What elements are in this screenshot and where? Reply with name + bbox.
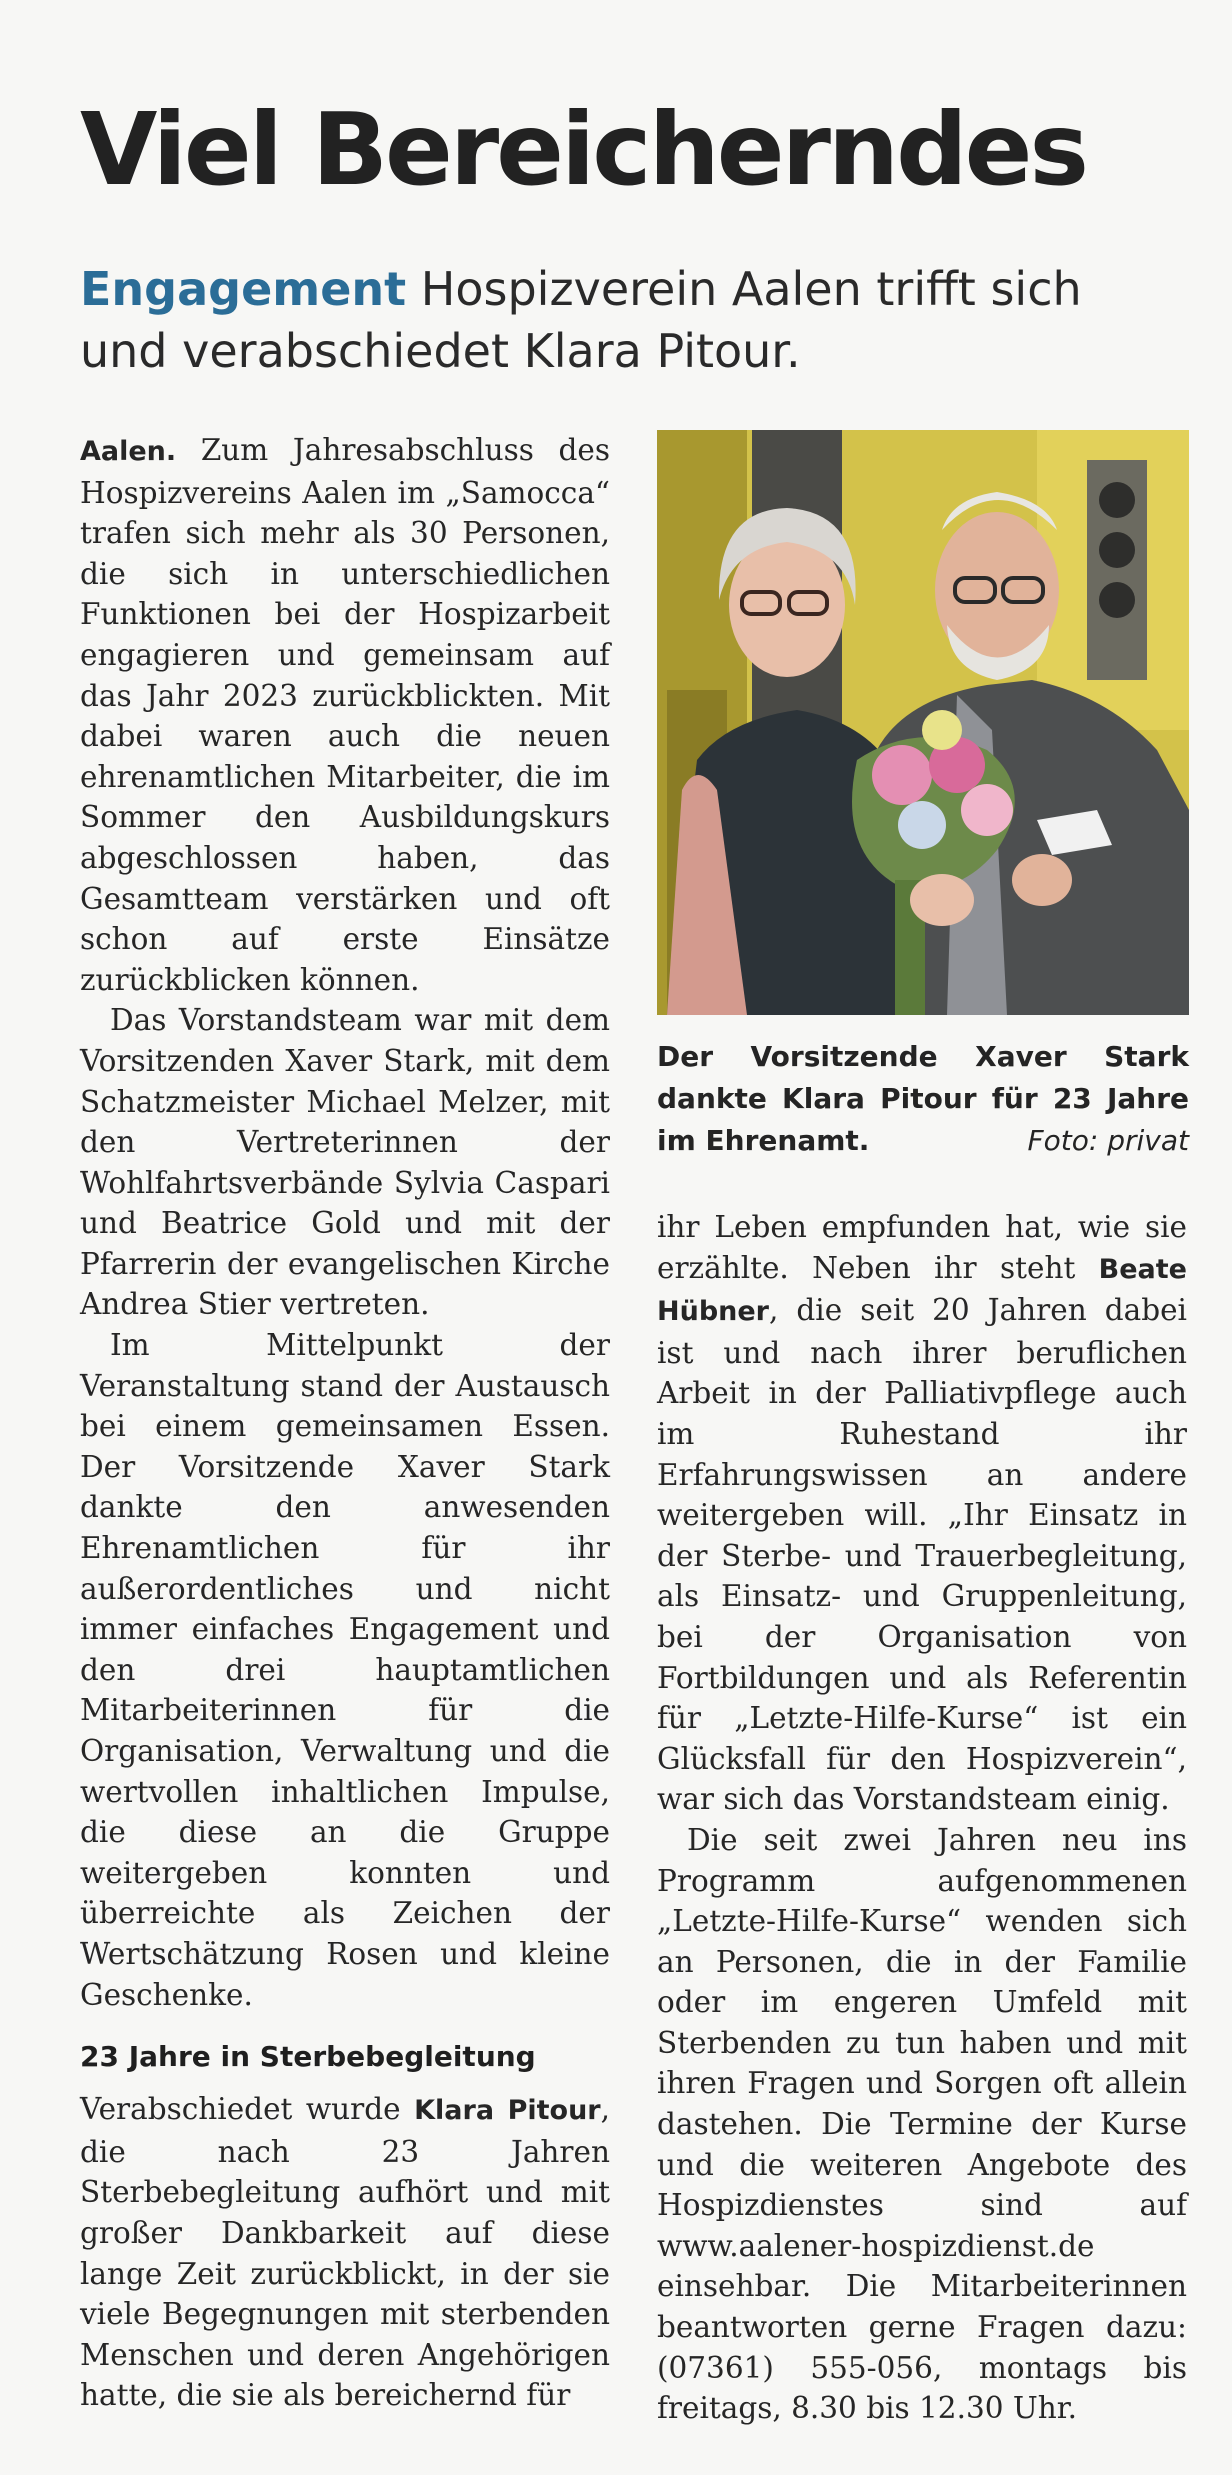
paragraph-5-start: ihr Leben empfunden hat, wie sie erzählte. Neben ihr steht	[657, 1210, 1187, 1285]
name-klara-pitour: Klara Pitour	[414, 2095, 601, 2127]
article-column-right	[657, 1207, 1187, 2429]
paragraph-4	[80, 2089, 610, 2416]
dateline: Aalen.	[80, 436, 177, 467]
subheadline	[80, 258, 1160, 382]
section-heading: 23 Jahre in Sterbebegleitung	[80, 2040, 536, 2074]
headline: Viel Bereicherndes	[80, 91, 1087, 208]
kicker: Engagement	[80, 262, 407, 316]
paragraph-4-start: Verabschiedet wurde	[80, 2092, 401, 2127]
paragraph-5-end: , die seit 20 Jahren dabei ist und nach ihrer beruflichen Arbeit in der Palliativpflege auch im Ruhestand ihr Erfahrungswissen an andere weitergeben will. „Ihr Einsatz in der Sterbe- und Trauerbegleitung, als Einsatz- und Gruppenleitung, bei der Organisation von Fortbildungen und als Referentin für „Letzte-Hilfe-Kurse“ ist ein Glücksfall für den Hospizverein“, war sich das Vorstandsteam einig.	[657, 1293, 1187, 1817]
paragraph-intro	[80, 430, 610, 1000]
paragraph-5	[657, 1207, 1187, 1820]
paragraph-3: Im Mittelpunkt der Veranstaltung stand der Austausch bei einem gemeinsamen Essen. Der Vorsitzende Xaver Stark dankte den anwesenden Ehrenamtlichen für ihr außerordentliches und nicht immer einfaches Engagement und den drei hauptamtlichen Mitarbeiterinnen für die Organisation, Verwaltung und die wertvollen inhaltlichen Impulse, die diese an die Gruppe weitergeben konnten und überreichte als Zeichen der Wertschätzung Rosen und kleine Geschenke.	[80, 1328, 610, 2012]
article-column-left	[80, 430, 610, 2416]
name-beate-huebner: Beate Hübner	[657, 1253, 1187, 1328]
caption-text: Der Vorsitzende Xaver Stark dankte Klara Pitour für 23 Jahre im Ehrenamt.	[657, 1040, 1189, 1157]
photo-credit: Foto: privat	[1027, 1124, 1189, 1157]
paragraph-2: Das Vorstandsteam war mit dem Vorsitzenden Xaver Stark, mit dem Schatzmeister Michael Melzer, mit den Vertreterinnen der Wohlfahrtsverbände Sylvia Caspari und Beatrice Gold und mit der Pfarrerin der evangelischen Kirche Andrea Stier vertreten.	[80, 1003, 610, 1322]
article-photo	[657, 430, 1189, 1015]
paragraph-1: Zum Jahresabschluss des Hospizvereins Aalen im „Samocca“ trafen sich mehr als 30 Personen, die sich in unterschiedlichen Funktionen bei der Hospizarbeit engagieren und gemeinsam auf das Jahr 2023 zurückblickten. Mit dabei waren auch die neuen ehrenamtlichen Mitarbeiter, die im Sommer den Ausbildungskurs abgeschlossen haben, das Gesamtteam verstärken und oft schon auf erste Einsätze zurückblicken können.	[80, 433, 610, 997]
photo-caption	[657, 1036, 1189, 1162]
photo-illustration	[657, 430, 1189, 1015]
paragraph-4-end: , die nach 23 Jahren Sterbebegleitung aufhört und mit großer Dankbarkeit auf diese lange Zeit zurückblickt, in der sie viele Begegnungen mit sterbenden Menschen und deren Angehörigen hatte, die sie als bereichernd für	[80, 2092, 610, 2413]
paragraph-6: Die seit zwei Jahren neu ins Programm aufgenommenen „Letzte-Hilfe-Kurse“ wenden sich an Personen, die in der Familie oder im engeren Umfeld mit Sterbenden zu tun haben und mit ihren Fragen und Sorgen oft allein dastehen. Die Termine der Kurse und die weiteren Angebote des Hospizdienstes sind auf www.aalener-hospizdienst.de einsehbar. Die Mitarbeiterinnen beantworten gerne Fragen dazu: (07361) 555-056, montags bis freitags, 8.30 bis 12.30 Uhr.	[657, 1822, 1187, 2426]
subhead-text: Hospizverein Aalen trifft sich und verabschiedet Klara Pitour.	[80, 262, 1082, 378]
